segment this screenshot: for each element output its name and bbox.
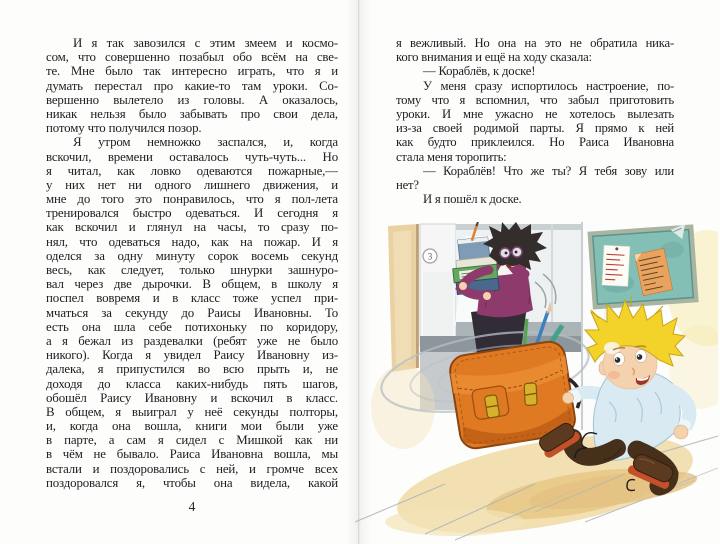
text-line: я вежливый. Но она на это не обратила ника- bbox=[396, 36, 674, 50]
text-line: тому что я вспомнил, что забыл приготовить bbox=[396, 92, 674, 107]
text-line: — Кораблёв! Что же ты? Я тебя зову или bbox=[423, 163, 674, 178]
pinned-paper-white bbox=[602, 245, 630, 286]
right-page-text bbox=[396, 36, 674, 206]
text-line: В общем, я выиграл у неё секунды полторы, bbox=[46, 404, 338, 419]
text-line: тренировался быстро одеваться. И сегодня я bbox=[46, 206, 338, 221]
notice-board bbox=[587, 223, 698, 309]
text-line: сом, что совершенно позабыл обо всём на све- bbox=[46, 50, 338, 65]
text-line: из-за своей родимой парты. Я прямо к ней bbox=[396, 121, 674, 136]
text-line: и, когда она вошла, книги мои были уже bbox=[46, 419, 338, 434]
door-sign-number: 3 bbox=[427, 251, 433, 262]
text-line: думать перестал про какие-то там уроки. Со- bbox=[46, 78, 338, 93]
text-line: вал через две дырочки. В общем, в школу я bbox=[46, 277, 338, 292]
text-line: поспел вовремя и в класс тоже успел при- bbox=[46, 291, 338, 306]
text-line: кого внимания и ещё на ходу сказала: bbox=[396, 50, 592, 65]
text-line: И я так завозился с этим змеем и космо- bbox=[73, 36, 338, 50]
text-line: уроки. И мне ужасно не хотелось вылезать bbox=[396, 106, 674, 121]
boy-fist bbox=[674, 425, 688, 439]
text-line: вершенно вылетело из головы. А оказалось, bbox=[46, 92, 338, 107]
boy-hand-on-handle bbox=[563, 393, 574, 404]
text-line: а я бежал из раздевалки (ребят уже не было bbox=[46, 333, 338, 348]
text-line: обошёл Раису Ивановну и вскочил в класс. bbox=[46, 390, 338, 405]
text-line: нет? bbox=[396, 177, 419, 192]
text-line: вскочил, времени оставалось чуть-чуть... Но bbox=[46, 149, 338, 164]
text-line: далека, я припустился во всю прыть и, не bbox=[46, 362, 338, 377]
text-line: есть она шла себе потихоньку по коридору, bbox=[46, 319, 338, 334]
text-line: потому что получился позор. bbox=[46, 121, 202, 136]
text-line: оделся за одну минуту сорок восемь секунд bbox=[46, 248, 338, 263]
page-number: 4 bbox=[188, 499, 196, 514]
text-line: стала меня торопить: bbox=[396, 149, 507, 164]
text-line: Я утром немножко заспался, и, когда bbox=[73, 135, 338, 150]
text-line: нял, что одеваться надо, как на пожар. И я bbox=[46, 234, 338, 249]
text-line: встали и поздоровались с ней, и громче всех bbox=[46, 461, 338, 476]
text-line: доходя до класса каких-нибудь пять шагов, bbox=[46, 376, 338, 391]
text-line: — Кораблёв, к доске! bbox=[423, 64, 536, 79]
story-illustration bbox=[340, 222, 718, 544]
text-line: никак нельзя было забывать про свои дела, bbox=[46, 106, 338, 121]
text-line: весь, как следует, только шнурки зашнуро- bbox=[46, 263, 338, 277]
text-line: у них нет ни одного лишнего движения, и bbox=[46, 177, 338, 192]
text-line: те. Мне было так интересно играть, что я и bbox=[46, 64, 338, 79]
text-line: поздоровался я, чтобы она видела, какой bbox=[46, 475, 338, 490]
text-line: У меня сразу испортилось настроение, по- bbox=[423, 78, 674, 93]
text-line: как будто приклеился. Но Раиса Ивановна bbox=[396, 135, 674, 150]
text-line: как вскочил и глянул на часы, то сразу по- bbox=[46, 220, 338, 235]
left-page-text bbox=[46, 36, 338, 490]
text-line: мне до того это понравилось, что я пол-лета bbox=[46, 192, 338, 207]
text-line: мчаться за секунду до Раисы Ивановны. То bbox=[46, 305, 338, 320]
text-line: никого). Когда я увидел Раису Ивановну из- bbox=[46, 348, 338, 363]
text-line: И я пошёл к доске. bbox=[423, 192, 522, 207]
text-line: я читал, как ловко одеваются пожарные,— bbox=[46, 163, 338, 178]
text-line: в парте, а сам я сидел с Мишкой как ни bbox=[46, 433, 338, 448]
text-line: в чём не бывало. Раиса Ивановна вошла, мы bbox=[46, 447, 338, 462]
